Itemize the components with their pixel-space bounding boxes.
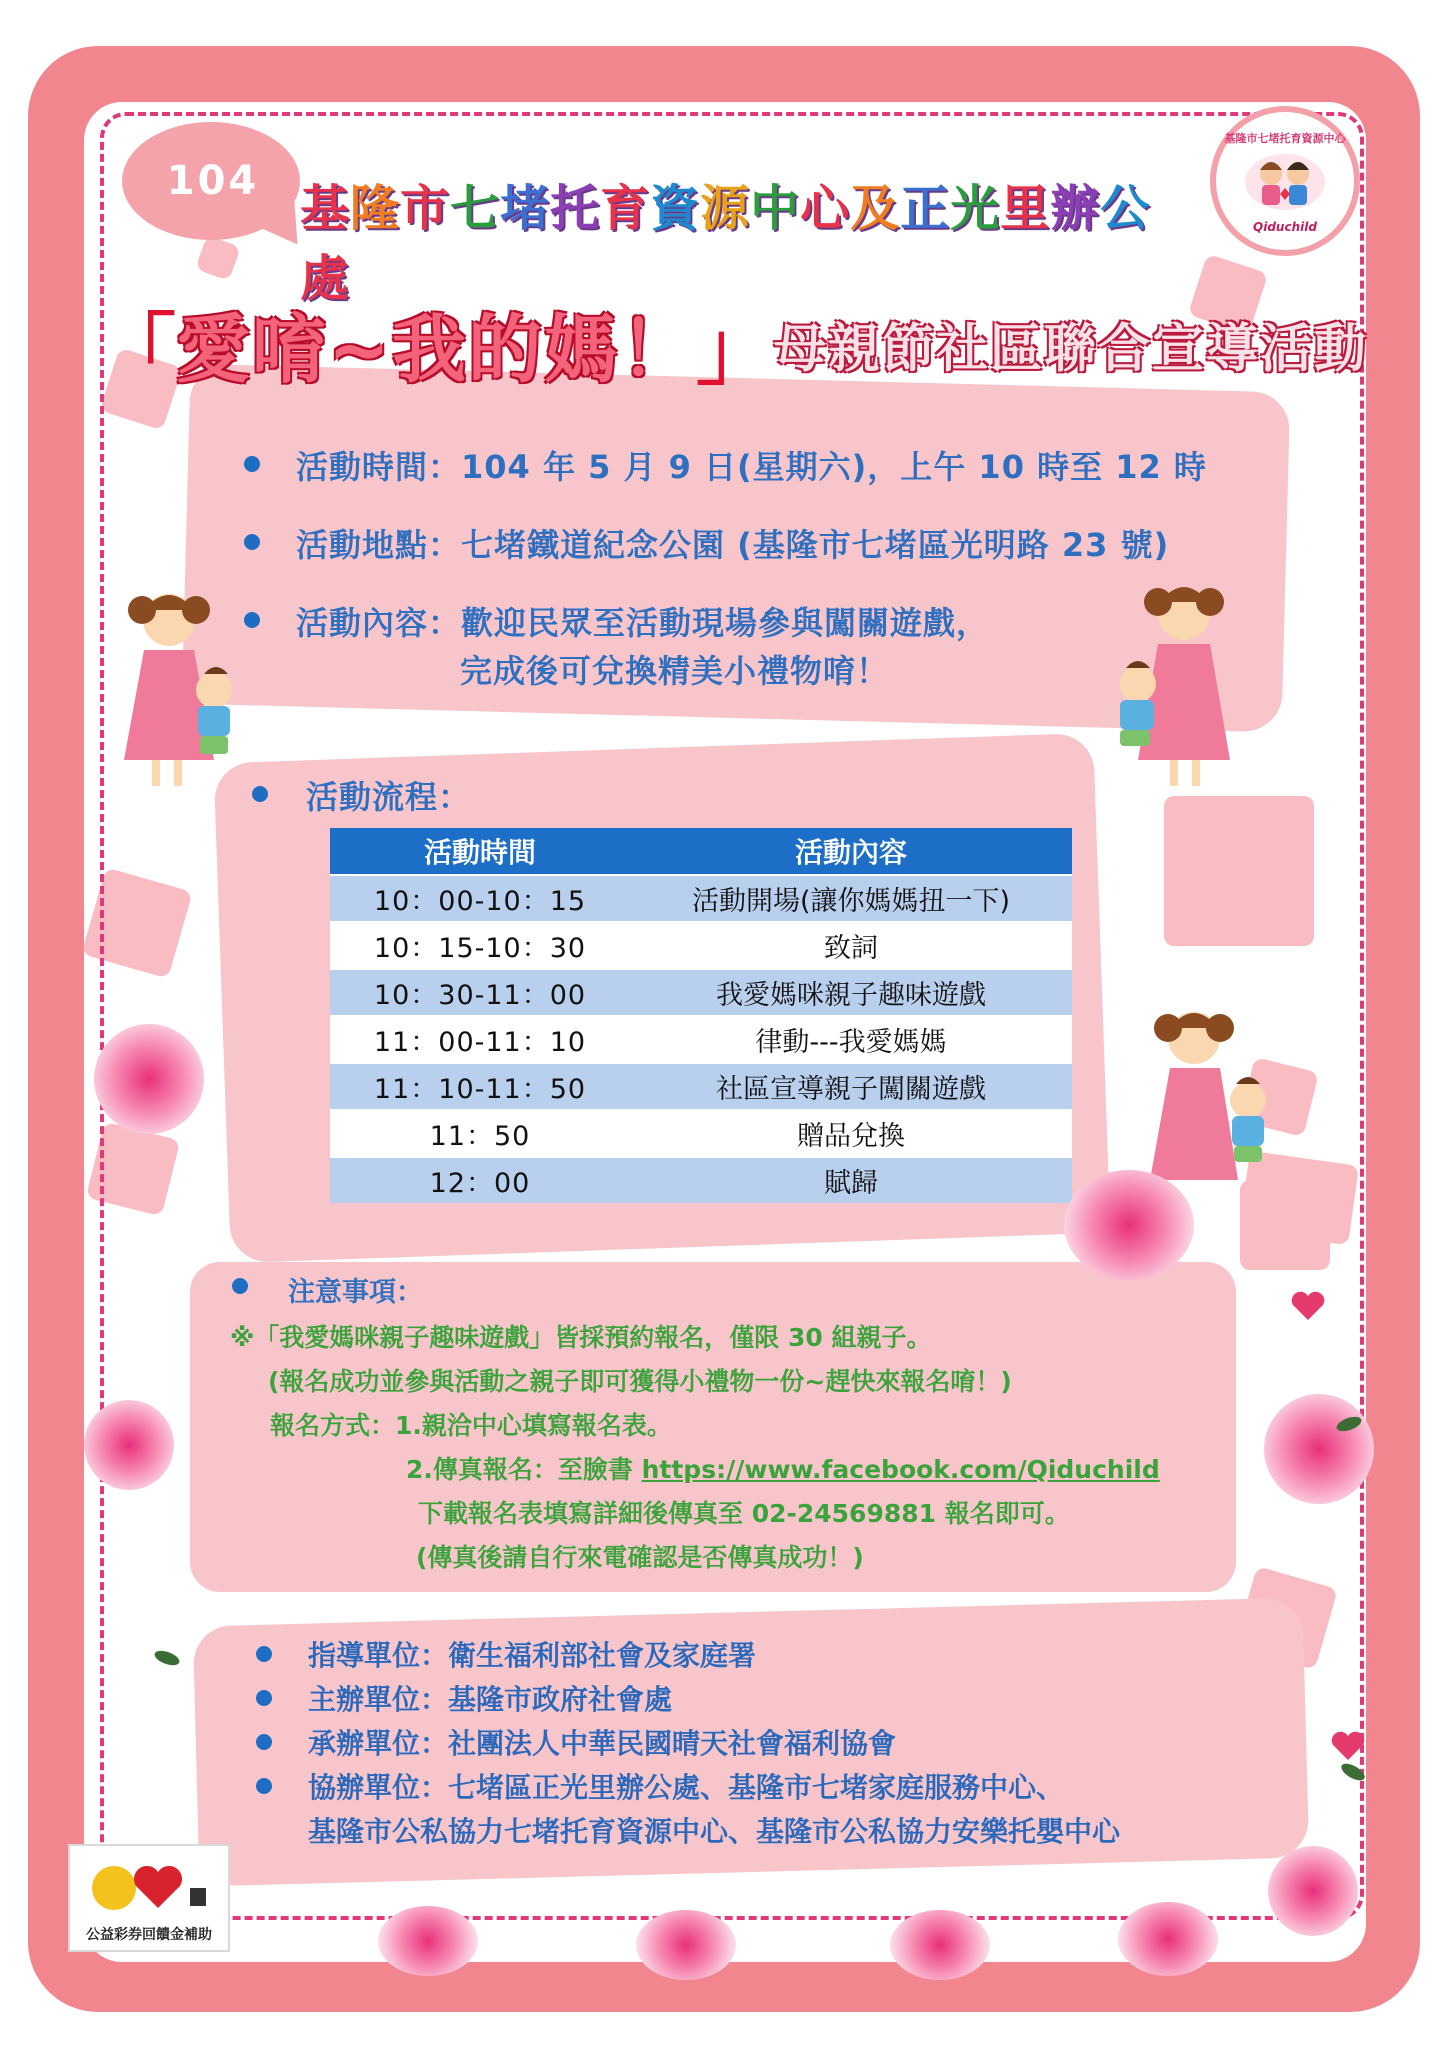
lottery-hearts-icon (70, 1848, 228, 1928)
notice-line-2: (報名成功並參與活動之親子即可獲得小禮物一份~趕快來報名唷！) (268, 1367, 1012, 1396)
title-main: 愛唷~我的媽！ (176, 307, 697, 393)
bullet-icon (256, 1778, 272, 1794)
schedule-table (330, 828, 1072, 1203)
schedule-item: 律動---我愛媽媽 (630, 1016, 1072, 1063)
table-row (330, 875, 1072, 922)
organization-title-char: 中 (750, 180, 801, 237)
organizer-unit: 承辦單位：社團法人中華民國晴天社會福利協會 (308, 1727, 897, 1760)
mother-child-illustration (114, 580, 264, 800)
notice-line-6: (傳真後請自行來電確認是否傳真成功！) (416, 1543, 864, 1572)
schedule-header-item: 活動內容 (630, 828, 1072, 875)
schedule-time: 12：00 (330, 1157, 630, 1203)
schedule-item: 賦歸 (630, 1157, 1072, 1203)
logo-name: Qiduchild (1253, 220, 1317, 234)
year-label: 104 (166, 158, 260, 204)
organization-title-char: 七 (450, 180, 501, 237)
activity-content-cont: 完成後可兌換精美小禮物唷！ (460, 652, 890, 690)
organization-title-char: 里 (1000, 180, 1051, 237)
mother-child-illustration (1084, 572, 1254, 802)
organization-title-char: 堵 (500, 180, 551, 237)
activity-time: 活動時間：104 年 5 月 9 日(星期六)，上午 10 時至 12 時 (296, 448, 1207, 486)
heart-icon (1330, 1730, 1366, 1762)
bullet-icon (256, 1690, 272, 1706)
facebook-link[interactable]: https://www.facebook.com/Qiduchild (641, 1455, 1160, 1484)
schedule-time: 11：10-11：50 (330, 1063, 630, 1110)
table-row (330, 1016, 1072, 1063)
organization-title-char: 心 (800, 180, 851, 237)
co-organizer-unit: 協辦單位：七堵區正光里辦公處、基隆市七堵家庭服務中心、 (308, 1771, 1065, 1804)
table-row (330, 969, 1072, 1016)
schedule-time: 10：00-10：15 (330, 875, 630, 922)
schedule-item: 社區宣導親子闖關遊戲 (630, 1063, 1072, 1110)
organization-title-char: 辦 (1050, 180, 1101, 237)
table-row (330, 1063, 1072, 1110)
organization-title-char: 托 (550, 180, 601, 237)
organization-title-char: 處 (300, 250, 351, 307)
notice-line-3: 報名方式：1.親洽中心填寫報名表。 (270, 1411, 672, 1440)
flower-decoration (1118, 1902, 1218, 1976)
organization-title-char: 基 (300, 180, 351, 237)
flower-decoration (1268, 1846, 1358, 1936)
flower-decoration (94, 1024, 204, 1134)
organization-title-char: 及 (850, 180, 901, 237)
center-logo (1210, 106, 1360, 256)
organization-title-char: 正 (900, 180, 951, 237)
flower-decoration (84, 1400, 174, 1490)
activity-place: 活動地點：七堵鐵道紀念公園 (基隆市七堵區光明路 23 號) (296, 526, 1170, 564)
organization-title-char: 光 (950, 180, 1001, 237)
main-title (98, 288, 1368, 400)
table-row (330, 922, 1072, 969)
activity-flow-label: 活動流程： (306, 778, 472, 816)
flower-decoration (1264, 1394, 1374, 1504)
lottery-fund-logo (68, 1844, 230, 1952)
schedule-item: 贈品兌換 (630, 1110, 1072, 1157)
notice-line-1: ※「我愛媽咪親子趣味遊戲」皆採預約報名，僅限 30 組親子。 (230, 1323, 932, 1352)
schedule-time: 11：50 (330, 1110, 630, 1157)
logo-org-text: 基隆市七堵托育資源中心 (1224, 132, 1346, 145)
title-subtitle: 母親節社區聯合宣導活動 (774, 319, 1369, 380)
lottery-fund-label: 公益彩券回饋金補助 (86, 1927, 212, 1943)
notice-fax-label: 2.傳真報名：至臉書 (406, 1455, 642, 1484)
notice-line-5: 下載報名表填寫詳細後傳真至 02-24569881 報名即可。 (418, 1499, 1070, 1528)
schedule-item: 致詞 (630, 922, 1072, 969)
organization-title-char: 市 (400, 180, 451, 237)
organization-title-char: 公 (1100, 180, 1151, 237)
bullet-icon (256, 1734, 272, 1750)
bullet-icon (244, 456, 260, 472)
schedule-time: 11：00-11：10 (330, 1016, 630, 1063)
notice-title: 注意事項： (288, 1277, 423, 1308)
flower-decoration (636, 1910, 736, 1980)
organization-title-char: 育 (600, 180, 651, 237)
schedule-item: 活動開場(讓你媽媽扭一下) (630, 875, 1072, 922)
organization-title-char: 隆 (350, 180, 401, 237)
bullet-icon (256, 1646, 272, 1662)
guide-unit: 指導單位：衛生福利部社會及家庭署 (308, 1639, 757, 1672)
table-row (330, 1110, 1072, 1157)
schedule-header-time: 活動時間 (330, 828, 630, 875)
co-organizer-unit-cont: 基隆市公私協力七堵托育資源中心、基隆市公私協力安樂托嬰中心 (308, 1815, 1121, 1848)
heart-icon (1290, 1290, 1326, 1322)
title-close-quote: 」 (696, 306, 775, 396)
flower-decoration (378, 1906, 478, 1976)
schedule-time: 10：15-10：30 (330, 922, 630, 969)
title-open-quote: 「 (98, 306, 177, 396)
schedule-item: 我愛媽咪親子趣味遊戲 (630, 969, 1072, 1016)
host-unit: 主辦單位：基隆市政府社會處 (308, 1683, 673, 1716)
bullet-icon (244, 534, 260, 550)
organization-title-char: 資 (650, 180, 701, 237)
bullet-icon (232, 1278, 248, 1294)
flower-decoration (890, 1910, 990, 1980)
table-row (330, 1157, 1072, 1203)
flower-decoration (1064, 1170, 1194, 1280)
activity-content: 活動內容：歡迎民眾至活動現場參與闖關遊戲， (296, 604, 990, 642)
organization-title-char: 源 (700, 180, 751, 237)
notice-line-4 (406, 1450, 1160, 1486)
schedule-time: 10：30-11：00 (330, 969, 630, 1016)
